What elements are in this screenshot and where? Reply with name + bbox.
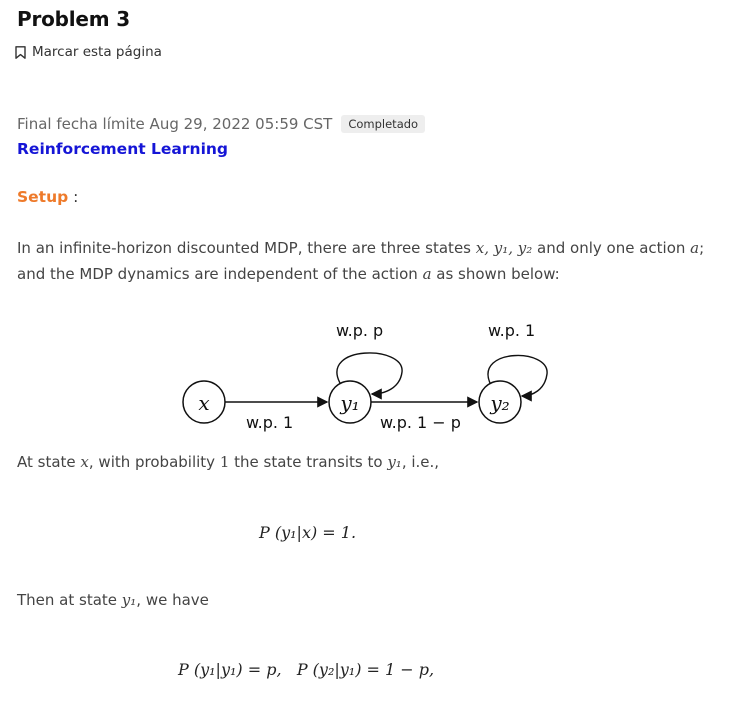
- node-x-label: x: [198, 391, 210, 415]
- label-y1-y2: w.p. 1 − p: [380, 413, 461, 432]
- intro-text-5: as shown below:: [431, 265, 560, 283]
- intro-paragraph: [17, 235, 739, 287]
- setup-colon: :: [73, 188, 79, 206]
- page-title: Problem 3: [17, 7, 130, 31]
- state-x-text-3: the state transits to: [229, 453, 388, 471]
- label-y2-self: w.p. 1: [488, 321, 536, 340]
- setup-label: Setup: [17, 188, 69, 206]
- bookmark-button[interactable]: [15, 44, 162, 60]
- label-x-y1: w.p. 1: [246, 413, 294, 432]
- state-x-text-2: , with probability: [88, 453, 220, 471]
- state-x-text-4: , i.e.,: [401, 453, 440, 471]
- action-math-2: a: [422, 265, 432, 283]
- label-y1-self: w.p. p: [336, 321, 384, 340]
- equation-1: P (y₁|x) = 1.: [259, 523, 357, 542]
- intro-text-2: and only one action: [532, 239, 691, 257]
- course-link[interactable]: Reinforcement Learning: [17, 140, 229, 158]
- prob-one-math: 1: [219, 453, 230, 471]
- states-math: x, y₁, y₂: [475, 239, 533, 257]
- bookmark-label: Marcar esta página: [32, 44, 162, 60]
- setup-heading: [17, 188, 78, 206]
- equation-2b: P (y₂|y₁) = 1 − p,: [296, 660, 435, 679]
- then-text-1: Then at state: [17, 591, 122, 609]
- state-x-line: [17, 453, 439, 471]
- then-y1-math: y₁: [121, 591, 137, 609]
- node-y2-label: y₂: [490, 391, 510, 415]
- equation-2: [178, 660, 434, 679]
- intro-text-4: and the MDP dynamics are independent of the action: [17, 265, 423, 283]
- intro-text-3: ;: [699, 239, 705, 257]
- then-text-2: , we have: [136, 591, 209, 609]
- equation-2a: P (y₁|y₁) = p,: [178, 660, 282, 679]
- action-math: a: [690, 239, 700, 257]
- status-badge: Completado: [341, 115, 425, 133]
- then-line: [17, 591, 209, 609]
- due-date-row: [17, 115, 425, 133]
- intro-text-1: In an infinite-horizon discounted MDP, there are three states: [17, 239, 476, 257]
- mdp-diagram: [170, 310, 570, 440]
- state-x-text-1: At state: [17, 453, 81, 471]
- state-x-math: x: [80, 453, 89, 471]
- state-y1-math: y₁: [387, 453, 402, 471]
- due-date-text: Final fecha límite Aug 29, 2022 05:59 CST: [17, 115, 333, 133]
- bookmark-icon: [15, 46, 26, 59]
- node-y1-label: y₁: [340, 391, 360, 415]
